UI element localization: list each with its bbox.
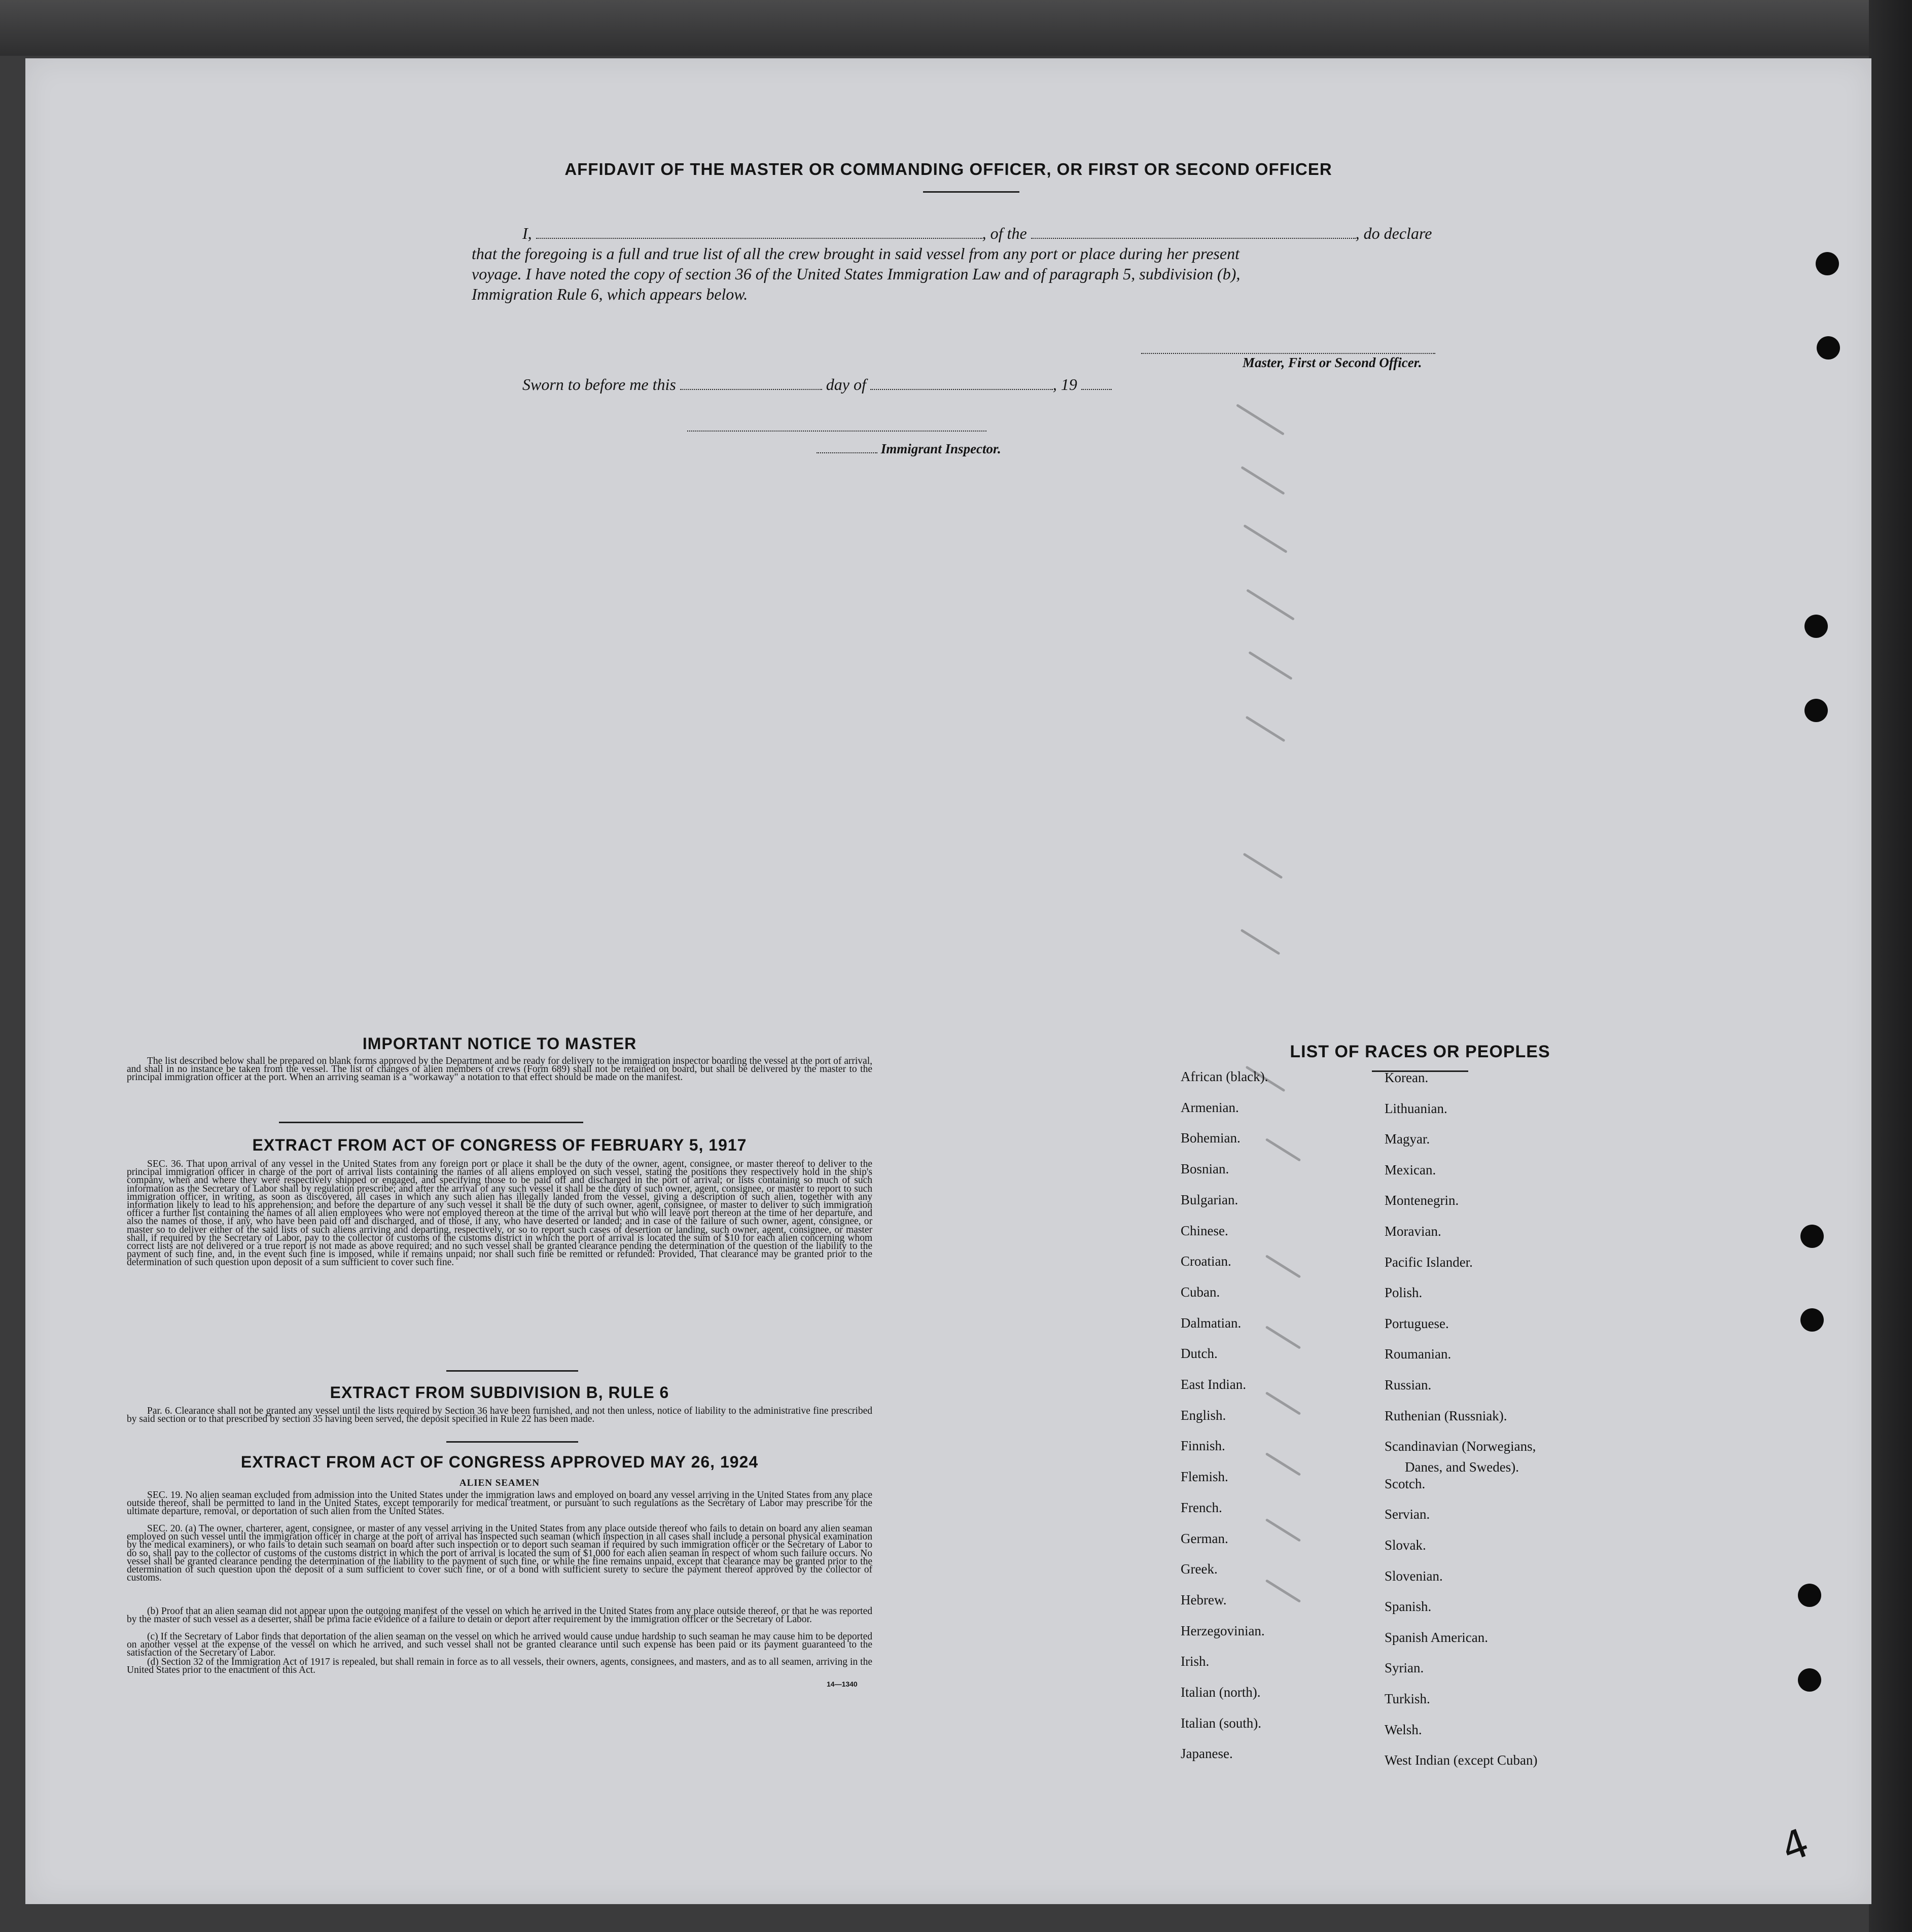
notice-title: IMPORTANT NOTICE TO MASTER xyxy=(362,1034,637,1053)
race-item: Finnish. xyxy=(1181,1438,1225,1454)
race-item: Bohemian. xyxy=(1181,1130,1241,1146)
affidavit-line-3: voyage. I have noted the copy of section 36 of the United States Immigration Law and of paragraph 5, subdivision (b), xyxy=(472,265,1241,283)
race-item: English. xyxy=(1181,1407,1226,1423)
race-item: Dalmatian. xyxy=(1181,1315,1242,1331)
race-item: Welsh. xyxy=(1385,1722,1422,1737)
race-item: Spanish. xyxy=(1385,1599,1432,1615)
race-item: Russian. xyxy=(1385,1377,1432,1392)
pencil-mark xyxy=(1248,651,1292,680)
race-item: Ruthenian (Russniak). xyxy=(1385,1408,1507,1423)
inspector-dots xyxy=(817,447,877,453)
race-item: Irish. xyxy=(1181,1654,1210,1669)
form-number: 14—1340 xyxy=(827,1680,858,1688)
race-item: Scotch. xyxy=(1385,1476,1426,1491)
sec20d-text: (d) Section 32 of the Immigration Act of 1917 is repealed, but shall remain in force as to all vessels, their owners, agents, consignees, and masters, and as to all seamen, arriving in the United States prior to the enactment of this Act. xyxy=(127,1657,872,1676)
race-item: Chinese. xyxy=(1181,1223,1228,1238)
inspector-line xyxy=(817,441,1001,457)
race-item: Spanish American. xyxy=(1385,1629,1488,1645)
affidavit-line-1 xyxy=(522,224,1501,243)
pencil-mark xyxy=(1241,466,1285,495)
inspector-signature-line xyxy=(687,430,986,432)
race-item: African (black). xyxy=(1181,1069,1268,1084)
pencil-mark xyxy=(1265,1138,1301,1162)
race-item: Slovak. xyxy=(1385,1537,1426,1553)
pencil-mark xyxy=(1246,716,1286,742)
extract-1917-rule xyxy=(446,1370,578,1372)
sworn-year: , 19 xyxy=(1052,375,1077,393)
race-item: Turkish. xyxy=(1385,1691,1430,1706)
punch-hole xyxy=(1798,1668,1821,1692)
race-item: German. xyxy=(1181,1530,1228,1546)
punch-hole xyxy=(1800,1308,1824,1332)
scan-top-border xyxy=(0,0,1912,56)
pencil-mark xyxy=(1265,1391,1301,1415)
pencil-mark xyxy=(1243,853,1283,879)
affidavit-title-rule xyxy=(923,191,1019,193)
name-blank xyxy=(536,233,982,239)
race-item: Scandinavian (Norwegians, xyxy=(1385,1439,1536,1454)
race-item: Moravian. xyxy=(1385,1224,1441,1239)
sworn-line xyxy=(522,375,1232,394)
races-title: LIST OF RACES OR PEOPLES xyxy=(1290,1042,1550,1061)
sworn-day-of: day of xyxy=(826,375,866,393)
race-item: French. xyxy=(1181,1499,1222,1515)
punch-hole xyxy=(1816,252,1839,275)
race-item: Armenian. xyxy=(1181,1099,1239,1115)
affidavit-line-2: that the foregoing is a full and true list of all the crew brought in said vessel from any port or place during her present xyxy=(472,244,1240,263)
race-item: Bosnian. xyxy=(1181,1161,1229,1177)
sworn-text: Sworn to before me this xyxy=(522,375,676,393)
punch-hole xyxy=(1798,1584,1821,1607)
master-signature-caption: Master, First or Second Officer. xyxy=(1243,355,1422,370)
race-item: Korean. xyxy=(1385,1070,1429,1085)
race-item: Servian. xyxy=(1385,1507,1430,1522)
race-item: Japanese. xyxy=(1181,1746,1233,1762)
race-item: Mexican. xyxy=(1385,1162,1436,1177)
race-item: Portuguese. xyxy=(1385,1315,1449,1331)
extract-1924-title: EXTRACT FROM ACT OF CONGRESS APPROVED MAY 26, 1924 xyxy=(240,1453,759,1471)
race-item: Hebrew. xyxy=(1181,1592,1227,1607)
race-item: West Indian (except Cuban) xyxy=(1385,1752,1538,1768)
sworn-day-blank xyxy=(680,384,822,390)
extract-1917-text: SEC. 36. That upon arrival of any vessel in the United States from any foreign port or place it shall be the duty of the owner, agent, consignee, or master thereof to deliver to the principal immigration officer in charge of the port of arrival lists containing the names of all aliens employed on such vessel, stating the positions they respectively hold in the ship's company, when and where they were respectively shipped or engaged, and specifying those to be paid off and discharged in the port of arrival; or lists containing so much of such information as the Secretary of Labor shall by regulation prescribe; and after the arrival of any such vessel it shall be the duty of such owner, agent, consignee, or master to report to such immigration officer, in writing, as soon as discovered, all cases in which any such alien has illegally landed from the vessel, giving a description of such alien, together with any information likely to lead to his apprehension; and before the departure of any such vessel it shall be the duty of such owner, agent, consignee, or master to deliver to such immigration officer a further list containing the names of all alien employees who were not employed thereon at the time of the arrival but who will leave port thereon at the time of her departure, and also the names of those, if any, who have been paid off and discharged, and of those, if any, who have deserted or landed; and in case of the failure of such owner, agent, consignee, or master so to deliver either of the said lists of such aliens arriving and departing, respectively, or so to report such cases of desertion or landing, such owner, agent, consignee, or master shall, if required by the Secretary of Labor, pay to the collector of customs of the customs district in which the port of arrival is located the sum of $10 for each alien concerning whom correct lists are not delivered or a true report is not made as above required; and no such vessel shall be granted clearance pending the determination of the question of the liability to the payment of such fine, and, in the event such fine is imposed, while it remains unpaid; nor shall such fine be remitted or refunded: Provided, That clearance may be granted prior to the determination of such question upon deposit of a sum sufficient to cover such fine. xyxy=(127,1159,872,1268)
pencil-mark xyxy=(1265,1452,1301,1476)
race-item: Slovenian. xyxy=(1385,1568,1443,1584)
pencil-mark xyxy=(1236,404,1285,436)
sec20c-text: (c) If the Secretary of Labor finds that deportation of the alien seaman on the vessel on which he arrived would cause undue hardship to such seaman he may cause him to be deported on another vessel at the expense of the vessel on which he arrived, and such vessel shall not be granted clearance until such expense has been paid or its payment guaranteed to the satisfaction of the Secretary of Labor. xyxy=(127,1631,872,1659)
punch-hole xyxy=(1804,699,1828,722)
punch-hole xyxy=(1804,615,1828,638)
rule6-title: EXTRACT FROM SUBDIVISION B, RULE 6 xyxy=(330,1383,669,1402)
extract-1917-title: EXTRACT FROM ACT OF CONGRESS OF FEBRUARY 5, 1917 xyxy=(252,1136,747,1154)
race-item: Montenegrin. xyxy=(1385,1193,1459,1208)
punch-hole xyxy=(1817,336,1840,360)
pencil-mark xyxy=(1246,589,1295,621)
sworn-year-blank xyxy=(1081,384,1112,390)
rule6-text: Par. 6. Clearance shall not be granted any vessel until the lists required by Section 36 have been furnished, and not then unless, notice of liability to the administrative fine prescribed by said section or to that prescribed by section 35 having been served, the deposit specified in Rule 22 has been made. xyxy=(127,1406,872,1425)
race-item: Cuban. xyxy=(1181,1284,1220,1300)
document-page xyxy=(25,58,1871,1904)
race-item: Greek. xyxy=(1181,1561,1218,1577)
sec19-text: SEC. 19. No alien seaman excluded from admission into the United States under the immigration laws and employed on board any vessel arriving in the United States from any place outside thereof, shall be permitted to land in the United States, except temporarily for medical treatment, or pursuant to such regulations as the Secretary of Labor may prescribe for the ultimate departure, removal, or deportation of such alien from the United States. xyxy=(127,1490,872,1517)
race-item: Italian (north). xyxy=(1181,1685,1261,1700)
pencil-mark xyxy=(1265,1255,1301,1278)
race-item: Herzegovinian. xyxy=(1181,1623,1265,1638)
master-signature-line xyxy=(1141,352,1435,354)
sec20a-text: SEC. 20. (a) The owner, charterer, agent, consignee, or master of any vessel arriving in the United States from any place outside thereof who fails to detain on board any alien seaman employed on such vessel until the immigration officer in charge at the port of arrival has inspected such seaman (which inspection in all cases shall include a personal physical examination by the medical examiners), or who fails to detain such seaman on board after such inspection or to deport such seaman if required by such immigration officer or the Secretary of Labor to do so, shall pay to the collector of customs of the customs district in which the port of arrival is located the sum of $1,000 for each alien seaman in respect of whom such failure occurs. No vessel shall be granted clearance pending the determination of the liability to the payment of such fine, or while the fine remains unpaid, except that clearance may be granted prior to the determination of such question upon the deposit of a sum sufficient to cover such fine, or of a bond with sufficient surety to secure the payment thereof approved by the collector of customs. xyxy=(127,1523,872,1584)
extract-1924-subtitle: ALIEN SEAMEN xyxy=(459,1478,540,1488)
race-item: East Indian. xyxy=(1181,1377,1246,1392)
pencil-mark xyxy=(1265,1518,1301,1542)
sworn-month-blank xyxy=(870,384,1053,390)
pencil-mark xyxy=(1265,1326,1301,1349)
pencil-page-number: 4 xyxy=(1776,1820,1815,1872)
race-item: Dutch. xyxy=(1181,1346,1218,1362)
race-item: Roumanian. xyxy=(1385,1346,1451,1362)
pencil-mark xyxy=(1265,1579,1301,1603)
affidavit-of-the: , of the xyxy=(982,224,1027,242)
vessel-blank xyxy=(1031,233,1356,239)
sec20b-text: (b) Proof that an alien seaman did not appear upon the outgoing manifest of the vessel on which he arrived in the United States from any place outside thereof, or that he was reported by the master of such vessel as a deserter, shall be prima facie evidence of a failure to detain or deport after requirement by the immigration officer or the Secretary of Labor. xyxy=(127,1606,872,1625)
race-item: Danes, and Swedes). xyxy=(1405,1459,1519,1475)
affidavit-i: I, xyxy=(522,224,532,242)
race-item: Pacific Islander. xyxy=(1385,1254,1473,1270)
race-item: Bulgarian. xyxy=(1181,1192,1238,1207)
race-item: Croatian. xyxy=(1181,1254,1231,1269)
notice-text: The list described below shall be prepared on blank forms approved by the Department and be ready for delivery to the immigration inspector boarding the vessel at the port of arrival, and shall in no instance be taken from the vessel. The list of changes of alien members of crews (Form 689) shall not be retained on board, but shall be delivered by the master to the principal immigration officer at the port. When an arriving seaman is a "workaway" a notation to that effect should be made on the manifest. xyxy=(127,1056,872,1083)
race-item: Flemish. xyxy=(1181,1469,1228,1485)
scan-right-border xyxy=(1869,0,1912,1932)
affidavit-title: AFFIDAVIT OF THE MASTER OR COMMANDING OFFICER, OR FIRST OR SECOND OFFICER xyxy=(564,160,1332,178)
race-item: Syrian. xyxy=(1385,1660,1424,1676)
affidavit-line-4: Immigration Rule 6, which appears below. xyxy=(472,285,748,303)
race-item: Polish. xyxy=(1385,1285,1423,1301)
race-item: Magyar. xyxy=(1385,1131,1430,1147)
race-item: Italian (south). xyxy=(1181,1715,1261,1731)
punch-hole xyxy=(1800,1225,1824,1248)
race-item: Lithuanian. xyxy=(1385,1100,1447,1116)
rule6-rule xyxy=(446,1441,578,1443)
pencil-mark xyxy=(1243,524,1287,553)
inspector-caption: Immigrant Inspector. xyxy=(880,441,1001,456)
affidavit-declare: , do declare xyxy=(1355,224,1432,242)
notice-rule xyxy=(279,1122,583,1123)
pencil-mark xyxy=(1241,929,1281,955)
